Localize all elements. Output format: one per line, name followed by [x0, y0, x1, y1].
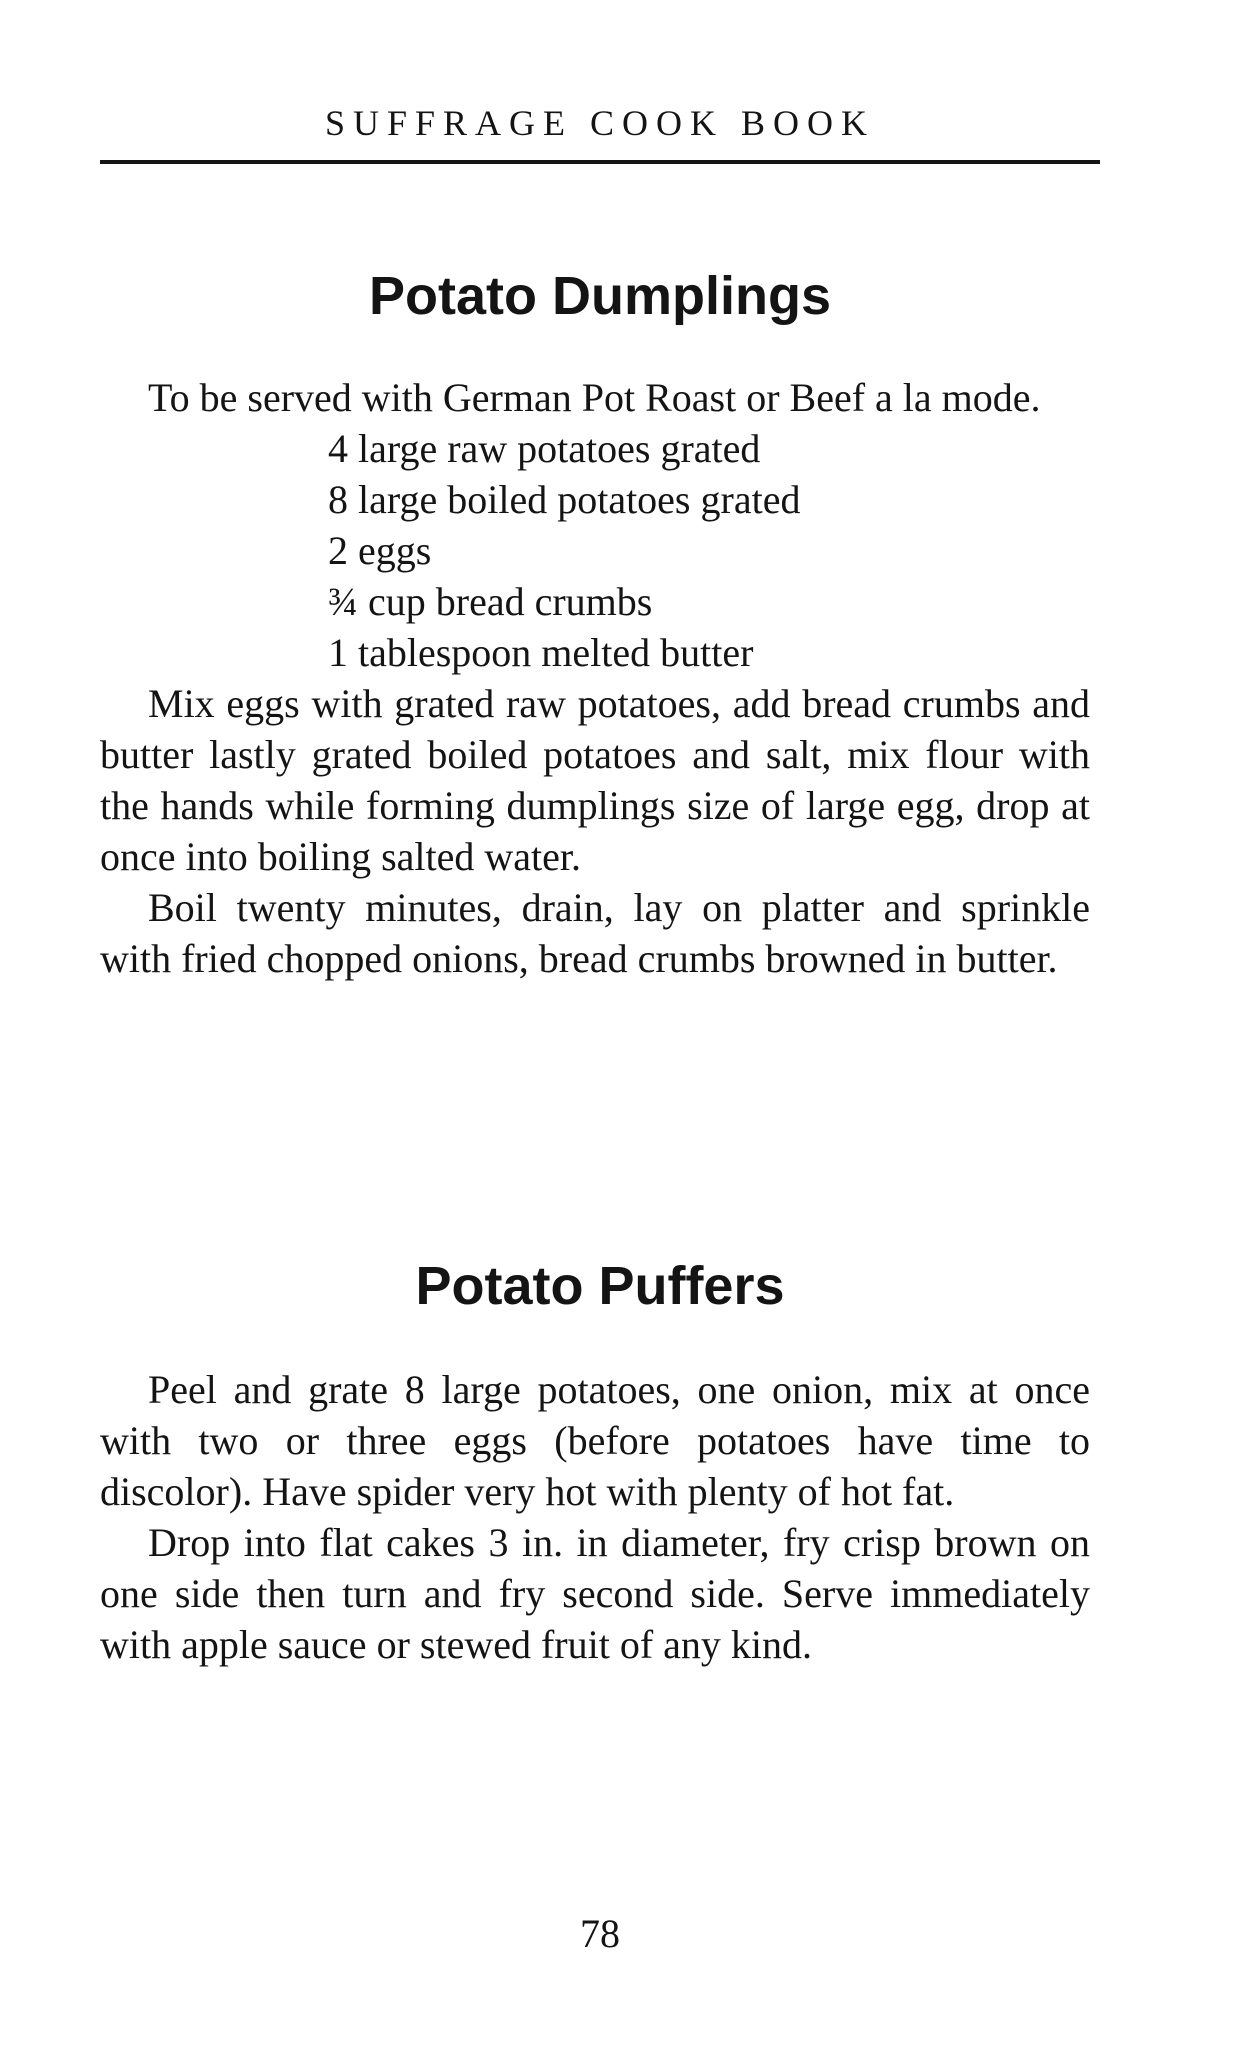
recipe-body-potato-puffers — [100, 1364, 1090, 1670]
recipe-paragraph: Peel and grate 8 large potatoes, one onion, mix at once with two or three eggs (before potatoes have time to discolor). Have spider very hot with plenty of hot fat. — [100, 1367, 1090, 1514]
ingredient-item: 4 large raw potatoes grated — [328, 426, 761, 471]
ingredient-item: ¾ cup bread crumbs — [328, 579, 653, 624]
ingredient-item: 8 large boiled potatoes grated — [328, 477, 801, 522]
page-number: 78 — [580, 1911, 620, 1956]
running-head: SUFFRAGE COOK BOOK — [324, 103, 876, 143]
recipe-body-potato-dumplings — [100, 372, 1090, 984]
recipe-title-potato-puffers: Potato Puffers — [415, 1256, 785, 1316]
recipe-paragraph: Boil twenty minutes, drain, lay on platter and sprinkle with fried chopped onions, bread crumbs browned in butter. — [100, 885, 1090, 981]
recipe-paragraph: Drop into flat cakes 3 in. in diameter, fry crisp brown on one side then turn and fry second side. Serve immediately with apple sauce or stewed fruit of any kind. — [100, 1520, 1090, 1667]
recipe-title-potato-dumplings: Potato Dumplings — [369, 266, 831, 326]
ingredient-item: 1 tablespoon melted butter — [328, 630, 754, 675]
recipe-paragraph: Mix eggs with grated raw potatoes, add bread crumbs and butter lastly grated boiled potatoes and salt, mix flour with the hands while forming dumplings size of large egg, drop at once into boiling salted water. — [100, 681, 1090, 879]
ingredient-item: 2 eggs — [328, 528, 432, 573]
running-head-rule — [100, 160, 1100, 164]
recipe-intro: To be served with German Pot Roast or Beef a la mode. — [148, 375, 1041, 420]
ingredient-list — [100, 423, 1090, 678]
